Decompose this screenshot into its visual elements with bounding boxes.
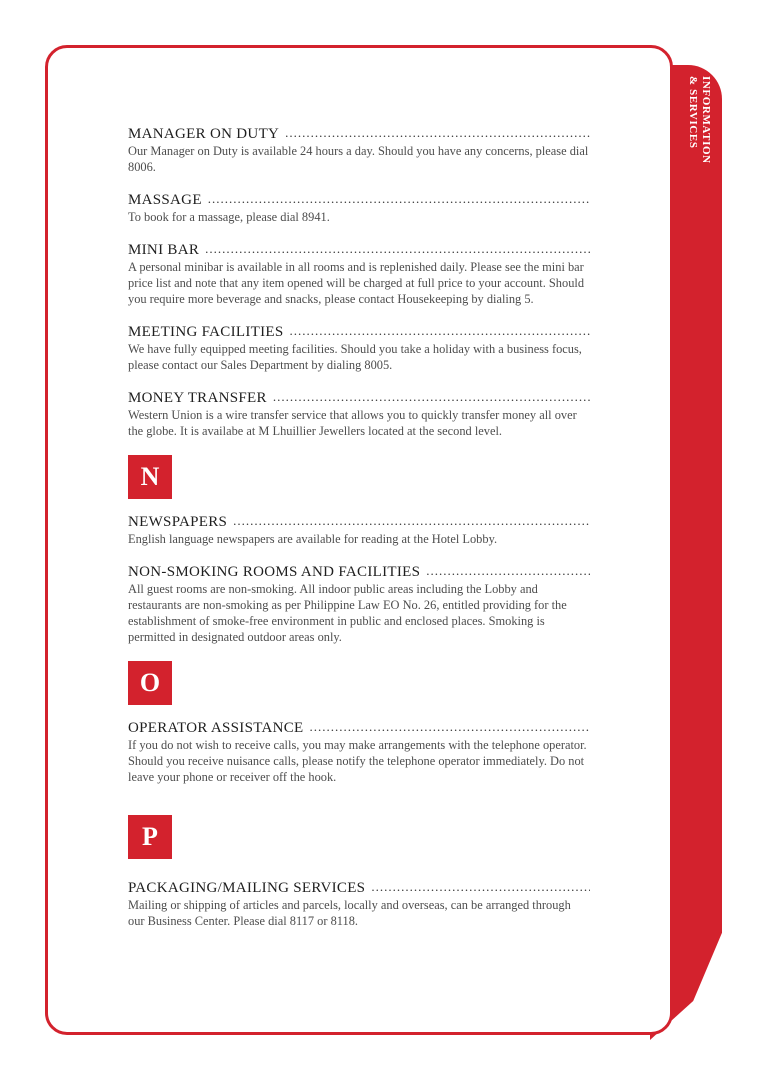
section-letter-badge: O bbox=[128, 661, 172, 705]
entry-text: A personal minibar is available in all rooms and is replenished daily. Please see the mini bar price list and note that any item opened will be charged at full price to your account. Should you require more beverage and snacks, please contact Housekeeping by dialing 5. bbox=[128, 260, 585, 306]
entry-massage bbox=[128, 191, 590, 225]
entry-title: PACKAGING/MAILING SERVICES bbox=[128, 880, 366, 896]
entry-packaging-mailing bbox=[128, 879, 590, 929]
entry-non-smoking bbox=[128, 563, 590, 645]
entry-meeting-facilities bbox=[128, 323, 590, 373]
section-p bbox=[128, 815, 590, 929]
entry-title: NEWSPAPERS bbox=[128, 514, 228, 530]
entry-title: MONEY TRANSFER bbox=[128, 390, 267, 406]
dot-leader bbox=[208, 193, 590, 204]
directory-content bbox=[128, 125, 590, 945]
entry-text: We have fully equipped meeting facilities. Should you take a holiday with a business focus, please contact our Sales Department by dialing 8005. bbox=[128, 342, 582, 372]
entry-text: To book for a massage, please dial 8941. bbox=[128, 210, 330, 224]
entry-text: English language newspapers are available for reading at the Hotel Lobby. bbox=[128, 532, 498, 546]
dot-leader bbox=[205, 243, 590, 254]
section-letter-badge: N bbox=[128, 455, 172, 499]
entry-text: Our Manager on Duty is available 24 hours a day. Should you have any concerns, please dial 8006. bbox=[128, 144, 589, 174]
entry-title: MANAGER ON DUTY bbox=[128, 126, 280, 142]
entry-text: If you do not wish to receive calls, you may make arrangements with the telephone operator. Should you receive nuisance calls, please notify the telephone operator immediately. Do not leave your phone or receiver off the hook. bbox=[128, 738, 587, 784]
dot-leader bbox=[426, 565, 590, 576]
section-o bbox=[128, 661, 590, 785]
entry-text: Western Union is a wire transfer service that allows you to quickly transfer money all over the globe. It is availabe at M Lhuillier Jewellers located at the second level. bbox=[128, 408, 577, 438]
entry-operator-assistance bbox=[128, 719, 590, 785]
entry-newspapers bbox=[128, 513, 590, 547]
dot-leader bbox=[233, 515, 590, 526]
side-tab-label: INFORMATION & SERVICES bbox=[687, 76, 712, 164]
entry-title: MASSAGE bbox=[128, 192, 202, 208]
section-n bbox=[128, 455, 590, 645]
entry-text: Mailing or shipping of articles and parcels, locally and overseas, can be arranged through our Business Center. Please dial 8117 or 8118. bbox=[128, 898, 571, 928]
section-m bbox=[128, 125, 590, 439]
entry-money-transfer bbox=[128, 389, 590, 439]
entry-manager-on-duty bbox=[128, 125, 590, 175]
entry-mini-bar bbox=[128, 241, 590, 307]
entry-title: OPERATOR ASSISTANCE bbox=[128, 720, 304, 736]
entry-text: All guest rooms are non-smoking. All indoor public areas including the Lobby and restaurants are non-smoking as per Philippine Law EO No. 26, entitled providing for the establishment of smoke-free environment in public and enclosed places. Smoking is permitted in designated outdoor areas only. bbox=[128, 582, 567, 644]
section-letter-badge: P bbox=[128, 815, 172, 859]
dot-leader bbox=[310, 721, 590, 732]
entry-title: MINI BAR bbox=[128, 242, 200, 258]
dot-leader bbox=[273, 391, 590, 402]
entry-title: MEETING FACILITIES bbox=[128, 324, 284, 340]
dot-leader bbox=[371, 881, 590, 892]
dot-leader bbox=[285, 127, 590, 138]
entry-title: NON-SMOKING ROOMS AND FACILITIES bbox=[128, 564, 421, 580]
dot-leader bbox=[290, 325, 590, 336]
